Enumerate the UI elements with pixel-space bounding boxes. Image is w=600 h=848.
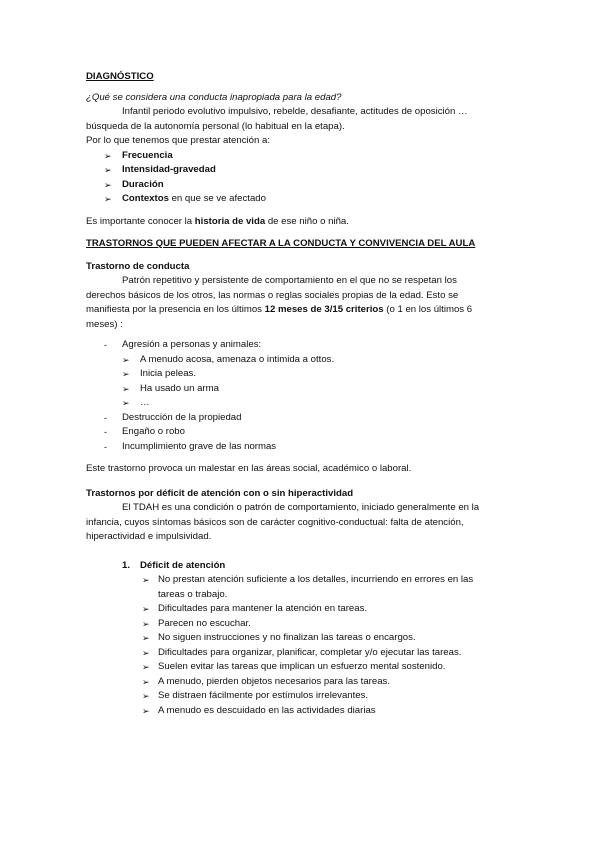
paragraph-line: Patrón repetitivo y persistente de comportamiento en el que no se respetan los bbox=[122, 275, 457, 286]
paragraph-line: El TDAH es una condición o patrón de comportamiento, iniciado generalmente en la bbox=[122, 502, 480, 513]
list-item: ➢ Contextos en que se ve afectado bbox=[86, 192, 522, 207]
arrow-bullet-icon: ➢ bbox=[142, 676, 150, 687]
list-item: ➢ Duración bbox=[86, 178, 522, 193]
dash-bullet: - bbox=[104, 340, 107, 350]
list-item-continuation: tareas o trabajo. bbox=[158, 588, 228, 600]
list-item: ➢ No prestan atención suficiente a los detalles, incurriendo en errores en las bbox=[86, 573, 522, 588]
list-item: ➢ Suelen evitar las tareas que implican un esfuerzo mental sostenido. bbox=[86, 660, 522, 675]
list-item: ➢ … bbox=[86, 396, 522, 411]
arrow-bullet-icon: ➢ bbox=[122, 398, 130, 408]
attention-criteria-list bbox=[86, 149, 522, 207]
paragraph-line: Por lo que tenemos que prestar atención a: bbox=[86, 135, 270, 146]
paragraph-line: meses) : bbox=[86, 318, 123, 330]
arrow-bullet-icon: ➢ bbox=[104, 194, 112, 204]
arrow-bullet-icon: ➢ bbox=[142, 647, 150, 658]
list-item: ➢ No siguen instrucciones y no finalizan las tareas o encargos. bbox=[86, 631, 522, 646]
diagnostico-heading: DIAGNÓSTICO bbox=[86, 71, 154, 82]
section-number: 1. bbox=[122, 559, 131, 571]
list-item: ➢ A menudo, pierden objetos necesarios para las tareas. bbox=[86, 675, 522, 690]
malestar-text: Este trastorno provoca un malestar en las áreas social, académico o laboral. bbox=[86, 463, 412, 474]
list-item: - Destrucción de la propiedad bbox=[86, 411, 522, 426]
arrow-bullet-icon: ➢ bbox=[142, 662, 150, 672]
arrow-bullet-icon: ➢ bbox=[122, 369, 130, 379]
trastornos-heading: TRASTORNOS QUE PUEDEN AFECTAR A LA CONDUCTA Y CONVIVENCIA DEL AULA bbox=[86, 238, 476, 249]
arrow-bullet-icon: ➢ bbox=[142, 705, 150, 716]
paragraph-line: derechos básicos de los otros, las normas o reglas sociales propias de la edad. Esto se bbox=[86, 289, 459, 301]
importance-note: Es importante conocer la historia de vida de ese niño o niña. bbox=[86, 215, 349, 227]
list-item: - Incumplimiento grave de las normas bbox=[86, 440, 522, 455]
criteria-dash-list bbox=[86, 338, 522, 353]
deficit-atencion-heading bbox=[86, 559, 522, 574]
arrow-bullet-icon: ➢ bbox=[104, 165, 112, 175]
list-item: ➢ Se distraen fácilmente por estímulos irrelevantes. bbox=[86, 689, 522, 704]
list-item: ➢ Dificultades para organizar, planificar, completar y/o ejecutar las tareas. bbox=[86, 646, 522, 661]
paragraph-line: manifiesta por la presencia en los últimos 12 meses de 3/15 criterios (o 1 en los últimos 6 bbox=[86, 304, 473, 315]
dash-bullet: - bbox=[104, 412, 107, 423]
deficit-atencion-list bbox=[86, 573, 522, 718]
dash-bullet: - bbox=[104, 427, 107, 437]
arrow-bullet-icon: ➢ bbox=[122, 383, 130, 394]
list-item: ➢ Ha usado un arma bbox=[86, 382, 522, 397]
criteria-dash-list bbox=[86, 411, 522, 455]
arrow-bullet-icon: ➢ bbox=[142, 691, 150, 701]
arrow-bullet-icon: ➢ bbox=[104, 179, 112, 190]
arrow-bullet-icon: ➢ bbox=[142, 633, 150, 643]
list-item: ➢ Parecen no escuchar. bbox=[86, 617, 522, 632]
list-item: ➢ Inicia peleas. bbox=[86, 367, 522, 382]
list-item: ➢ Intensidad-gravedad bbox=[86, 163, 522, 178]
arrow-bullet-icon: ➢ bbox=[142, 604, 150, 614]
arrow-bullet-icon: ➢ bbox=[142, 618, 150, 629]
arrow-bullet-icon: ➢ bbox=[142, 575, 150, 585]
list-item: - Engaño o robo bbox=[86, 425, 522, 440]
arrow-bullet-icon: ➢ bbox=[104, 150, 112, 161]
list-item: ➢ A menudo acosa, amenaza o intimida a ottos. bbox=[86, 353, 522, 368]
paragraph-line: búsqueda de la autonomía personal (lo habitual en la etapa). bbox=[86, 120, 345, 132]
conducta-title: Trastorno de conducta bbox=[86, 260, 190, 272]
arrow-bullet-icon: ➢ bbox=[122, 354, 130, 365]
aggression-sub-list bbox=[86, 353, 522, 411]
paragraph-line: infancia, cuyos síntomas básicos son de carácter cognitivo-conductual: falta de atención, bbox=[86, 516, 464, 528]
tdah-title: Trastornos por déficit de atención con o sin hiperactividad bbox=[86, 487, 354, 499]
section-label: Déficit de atención bbox=[140, 559, 226, 571]
paragraph-line: Infantil periodo evolutivo impulsivo, rebelde, desafiante, actitudes de oposición … bbox=[122, 106, 468, 117]
list-item: ➢ Frecuencia bbox=[86, 149, 522, 164]
list-item: - Agresión a personas y animales: bbox=[86, 338, 522, 353]
list-item: ➢ Dificultades para mantener la atención en tareas. bbox=[86, 602, 522, 617]
dash-bullet: - bbox=[104, 441, 107, 452]
question-text: ¿Qué se considera una conducta inapropiada para la edad? bbox=[86, 91, 342, 103]
document-page bbox=[86, 70, 522, 718]
list-item: ➢ A menudo es descuidado en las actividades diarias bbox=[86, 704, 522, 719]
paragraph-line: hiperactividad e impulsividad. bbox=[86, 531, 212, 542]
